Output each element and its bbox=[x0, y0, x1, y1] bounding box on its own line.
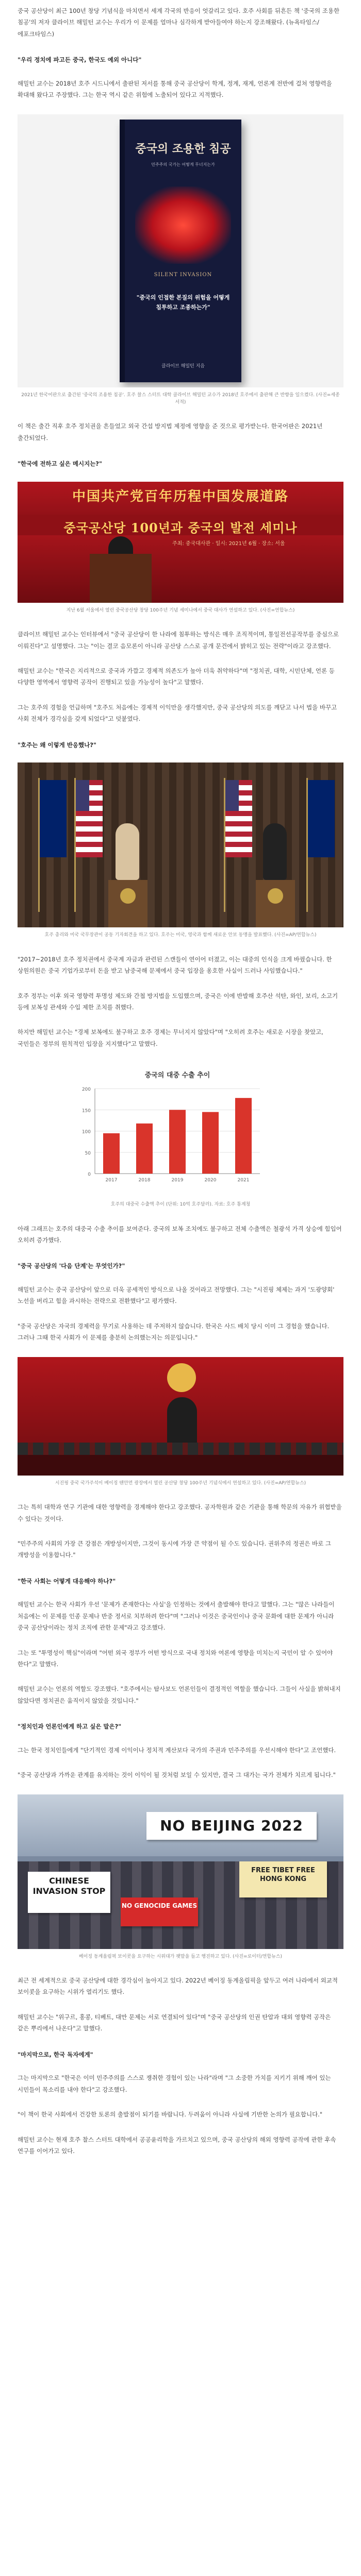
section-question: "호주는 왜 이렇게 반응했나?" bbox=[18, 741, 96, 749]
press-conference-image bbox=[18, 762, 343, 927]
banner-korean-title: 중국공산당 100년과 중국의 발전 세미나 bbox=[63, 520, 298, 535]
bar bbox=[235, 1098, 252, 1174]
book-cover bbox=[120, 120, 241, 382]
figure-caption: 지난 6월 서울에서 열린 중국공산당 창당 100주년 기념 세미나에서 중국 대사가 연설하고 있다. (사진=연합뉴스) bbox=[66, 607, 295, 613]
us-flag bbox=[225, 780, 252, 857]
bar bbox=[202, 1112, 219, 1174]
body-paragraph: 해밀턴 교수는 언론의 역할도 강조했다. "호주에서는 탐사보도 언론인들이 결정적인 역할을 했습니다. 그들이 사실을 밝혀내지 않았다면 정치권은 움직이지 않았을 것입니다." bbox=[18, 1685, 341, 1704]
figure-caption: 2021년 한국어판으로 출간된 '중국의 조용한 침공'. 호주 찰스 스터트 대학 클라이브 해밀턴 교수가 2018년 호주에서 출판해 큰 반향을 일으켰다. (사진=세종서적) bbox=[21, 392, 340, 405]
body-paragraph: 해밀턴 교수는 "한국은 지리적으로 중국과 가깝고 경제적 의존도가 높아 더욱 취약하다"며 "정치권, 대학, 시민단체, 언론 등 다양한 영역에서 영향력 공작이 진행되고 있을 가능성이 높다"고 말했다. bbox=[18, 667, 335, 686]
seminar-figure bbox=[18, 482, 343, 614]
anniversary-image bbox=[18, 1357, 343, 1476]
section-question: "정치인과 언론인에게 하고 싶은 말은?" bbox=[18, 1723, 122, 1731]
banner-chinese-title: 中国共产党百年历程中国发展道路 bbox=[72, 488, 289, 504]
export-chart-figure bbox=[18, 1063, 343, 1208]
body-paragraph: 그는 특히 대학과 연구 기관에 대한 영향력을 경계해야 한다고 강조했다. 공자학원과 같은 기관을 통해 학문의 자유가 위협받을 수 있다는 것이다. bbox=[18, 1503, 342, 1522]
australia-flag bbox=[308, 780, 335, 857]
protest-sign: NO GENOCIDE GAMES bbox=[121, 1897, 198, 1926]
figure-caption: 호주의 대중국 수출액 추이 (단위: 10억 호주달러). 자료: 호주 통계청 bbox=[110, 1202, 251, 1208]
lectern bbox=[256, 880, 295, 927]
body-paragraph: 클라이브 해밀턴 교수는 인터뷰에서 "중국 공산당이 한 나라에 침투하는 방식은 매우 조직적이며, 통일전선공작부를 중심으로 이뤄진다"고 설명했다. 그는 "이는 결코 음모론이 아니라 공산당 스스로 공개 문건에서 밝히고 있는 전략"이라고 강조했다. bbox=[18, 631, 339, 650]
body-paragraph: "중국 공산당은 자국의 경제력을 무기로 사용하는 데 주저하지 않습니다. 한국은 사드 배치 당시 이미 그 경험을 했습니다. 그러나 그때 한국 사회가 이 문제를 충분히 논의했는지는 의문입니다." bbox=[18, 1322, 330, 1342]
body-paragraph: 호주 정부는 이후 외국 영향력 투명성 제도와 간첩 방지법을 도입했으며, 중국은 이에 반발해 호주산 석탄, 와인, 보리, 소고기 등에 보복성 관세와 수입 제한 조치를 취했다. bbox=[18, 992, 338, 1011]
protest-sign: NO BEIJING 2022 bbox=[146, 1812, 317, 1840]
book-cover-figure bbox=[18, 114, 343, 406]
x-tick-label: 2019 bbox=[171, 1178, 184, 1183]
section-question: "우리 정치에 파고든 중국, 한국도 예외 아니다" bbox=[18, 56, 142, 64]
figure-caption: 호주 총리와 미국 국무장관이 공동 기자회견을 하고 있다. 호주는 미국, 영국과 함께 새로운 안보 동맹을 발표했다. (사진=AP/연합뉴스) bbox=[44, 933, 317, 938]
section-question: "마지막으로, 한국 독자에게" bbox=[18, 2050, 93, 2058]
banner-details: 주최: 중국대사관 · 일시: 2021년 6월 · 장소: 서울 bbox=[172, 540, 285, 547]
section-question: "중국 공산당의 '다음 단계'는 무엇인가?" bbox=[18, 1262, 125, 1270]
book-graphic bbox=[135, 187, 231, 264]
body-paragraph: 해밀턴 교수는 "위구르, 홍콩, 티베트, 대만 문제는 서로 연결되어 있다"며 "중국 공산당의 인권 탄압과 대외 영향력 공작은 같은 뿌리에서 나온다"고 말했다. bbox=[18, 2013, 331, 2032]
anniversary-figure bbox=[18, 1357, 343, 1487]
chart-title: 중국의 대중 수출 추이 bbox=[144, 1072, 210, 1080]
body-paragraph: 그는 또 "투명성이 핵심"이라며 "어떤 외국 정부가 어떤 방식으로 국내 정치와 여론에 영향을 미치는지 국민이 알 수 있어야 한다"고 말했다. bbox=[18, 1649, 333, 1668]
body-paragraph: "중국 공산당과 가까운 관계를 유지하는 것이 이익이 될 것처럼 보일 수 있지만, 결국 그 대가는 국가 전체가 치르게 됩니다." bbox=[18, 1771, 336, 1779]
body-paragraph: 그는 한국 정치인들에게 "단기적인 경제 이익이나 정치적 계산보다 국가의 주권과 민주주의를 우선시해야 한다"고 조언했다. bbox=[18, 1746, 336, 1754]
book-author: 클라이브 해밀턴 지음 bbox=[161, 363, 205, 369]
x-tick-label: 2020 bbox=[204, 1178, 217, 1183]
x-tick-label: 2021 bbox=[237, 1178, 250, 1183]
protest-sign: CHINESE INVASION STOP bbox=[28, 1872, 110, 1913]
body-paragraph: 해밀턴 교수는 2018년 호주 시드니에서 출판된 저서를 통해 중국 공산당이 학계, 정계, 재계, 언론계 전반에 걸쳐 영향력을 확대해 왔다고 주장했다. 그는 한국 역시 같은 위험에 노출되어 있다고 지적했다. bbox=[18, 79, 332, 99]
audience-row bbox=[18, 1443, 343, 1455]
book-pull-quote: "중국의 인접한 본질의 위험을 어떻게 침투하고 조종하는가" bbox=[136, 294, 230, 311]
book-cover-image bbox=[18, 114, 343, 387]
body-paragraph: "민주주의 사회의 가장 큰 강점은 개방성이지만, 그것이 동시에 가장 큰 약점이 될 수도 있습니다. 권위주의 정권은 바로 그 개방성을 이용합니다." bbox=[18, 1539, 331, 1559]
book-spine bbox=[120, 120, 125, 382]
body-paragraph: 해밀턴 교수는 한국 사회가 우선 '문제가 존재한다는 사실'을 인정하는 것에서 출발해야 한다고 말했다. 그는 "많은 나라들이 처음에는 이 문제를 인종 문제나 반중 정서로 치부하려 한다"며 "그러나 이것은 중국인이나 중국 문화에 대한 문제가 아니라 중국 공산당이라는 정치 조직에 관한 문제"라고 강조했다. bbox=[18, 1601, 335, 1632]
y-tick-label: 100 bbox=[81, 1129, 91, 1135]
speaker-figure bbox=[116, 823, 139, 880]
y-tick-label: 0 bbox=[88, 1172, 91, 1178]
bar-chart bbox=[18, 1063, 343, 1197]
y-tick-label: 200 bbox=[81, 1087, 91, 1093]
export-chart bbox=[18, 1063, 343, 1197]
book-title: 중국의 조용한 침공 bbox=[135, 142, 231, 156]
body-paragraph: 해밀턴 교수는 중국 공산당이 앞으로 더욱 공세적인 방식으로 나올 것이라고 전망했다. 그는 "시진핑 체제는 과거 '도광양회' 노선을 버리고 힘을 과시하는 전략으로 전환했다"고 평가했다. bbox=[18, 1286, 335, 1305]
x-tick-label: 2018 bbox=[138, 1178, 151, 1183]
x-tick-label: 2017 bbox=[105, 1178, 118, 1183]
body-paragraph: 이 책은 출간 직후 호주 정치권을 흔들었고 외국 간섭 방지법 제정에 영향을 준 것으로 평가받는다. 한국어판은 2021년 출간되었다. bbox=[18, 422, 323, 442]
figure-caption: 베이징 동계올림픽 보이콧을 요구하는 시위대가 팻말을 들고 행진하고 있다. (사진=로이터/연합뉴스) bbox=[79, 1954, 282, 1959]
body-paragraph: 최근 전 세계적으로 중국 공산당에 대한 경각심이 높아지고 있다. 2022년 베이징 동계올림픽을 앞두고 여러 나라에서 외교적 보이콧을 요구하는 시위가 열리기도 했다. bbox=[18, 1977, 338, 1996]
protest-figure bbox=[18, 1794, 343, 1960]
body-paragraph: 그는 호주의 경험을 언급하며 "호주도 처음에는 경제적 이익만을 생각했지만, 중국 공산당의 의도를 깨닫고 나서 법을 바꾸고 사회 전체가 경각심을 갖게 되었다"고 덧붙였다. bbox=[18, 703, 337, 723]
intro-paragraph: 중국 공산당이 최근 100년 창당 기념식을 마치면서 세계 각국의 반응이 엇갈리고 있다. 호주 사회를 뒤흔든 책 '중국의 조용한 침공'의 저자 클라이브 해밀턴 교수는 우리가 이 문제를 얼마나 심각하게 받아들여야 하는지 강조해왔다. (뉴욕타임스/에포크타임스) bbox=[18, 7, 340, 38]
podium bbox=[90, 554, 152, 603]
section-question: "한국 사회는 어떻게 대응해야 하나?" bbox=[18, 1577, 116, 1585]
body-paragraph: 그는 마지막으로 "한국은 이미 민주주의를 스스로 쟁취한 경험이 있는 나라"라며 "그 소중한 가치를 지키기 위해 깨어 있는 시민들이 목소리를 내야 한다"고 강조했다. bbox=[18, 2074, 331, 2093]
figure-caption: 시진핑 중국 국가주석이 베이징 톈안먼 광장에서 열린 공산당 창당 100주년 기념식에서 연설하고 있다. (사진=AP/연합뉴스) bbox=[55, 1480, 306, 1486]
book-english-title: SILENT INVASION bbox=[154, 272, 212, 278]
body-paragraph: "이 책이 한국 사회에서 건강한 토론의 출발점이 되기를 바랍니다. 두려움이 아니라 사실에 기반한 논의가 필요합니다." bbox=[18, 2111, 323, 2119]
y-tick-label: 150 bbox=[81, 1108, 91, 1114]
lectern bbox=[108, 880, 147, 927]
body-paragraph: 해밀턴 교수는 현재 호주 찰스 스터트 대학에서 공공윤리학을 가르치고 있으며, 중국 공산당의 해외 영향력 공작에 관한 후속 연구를 이어가고 있다. bbox=[18, 2136, 336, 2155]
seminar-image bbox=[18, 482, 343, 603]
body-paragraph: 하지만 해밀턴 교수는 "경제 보복에도 불구하고 호주 경제는 무너지지 않았다"며 "오히려 호주는 새로운 시장을 찾았고, 국민들은 정부의 원칙적인 입장을 지지했다"고 말했다. bbox=[18, 1028, 323, 1047]
speaker-figure bbox=[263, 823, 287, 880]
us-flag bbox=[76, 780, 103, 857]
protest-image bbox=[18, 1794, 343, 1949]
protest-sign: FREE TIBET FREE HONG KONG bbox=[239, 1861, 327, 1897]
section-question: "한국에 전하고 싶은 메시지는?" bbox=[18, 460, 102, 468]
body-paragraph: "2017~2018년 호주 정치권에서 중국계 자금과 관련된 스캔들이 연이어 터졌고, 이는 대중의 인식을 크게 바꿨습니다. 한 상원의원은 중국 기업가로부터 돈을 받고 남중국해 문제에서 중국 입장을 옹호한 사실이 드러나 사임했습니다." bbox=[18, 955, 332, 975]
emblem-icon bbox=[167, 1363, 196, 1392]
body-paragraph: 아래 그래프는 호주의 대중국 수출 추이를 보여준다. 중국의 보복 조치에도 불구하고 전체 수출액은 철광석 가격 상승에 힘입어 오히려 증가했다. bbox=[18, 1225, 342, 1244]
press-conference-figure bbox=[18, 762, 343, 939]
y-tick-label: 50 bbox=[85, 1150, 91, 1156]
bar bbox=[103, 1133, 120, 1174]
book-subtitle: 민주주의 국가는 어떻게 무너지는가 bbox=[151, 162, 215, 167]
australia-flag bbox=[40, 780, 67, 857]
bar bbox=[136, 1124, 153, 1174]
bar bbox=[169, 1110, 186, 1174]
